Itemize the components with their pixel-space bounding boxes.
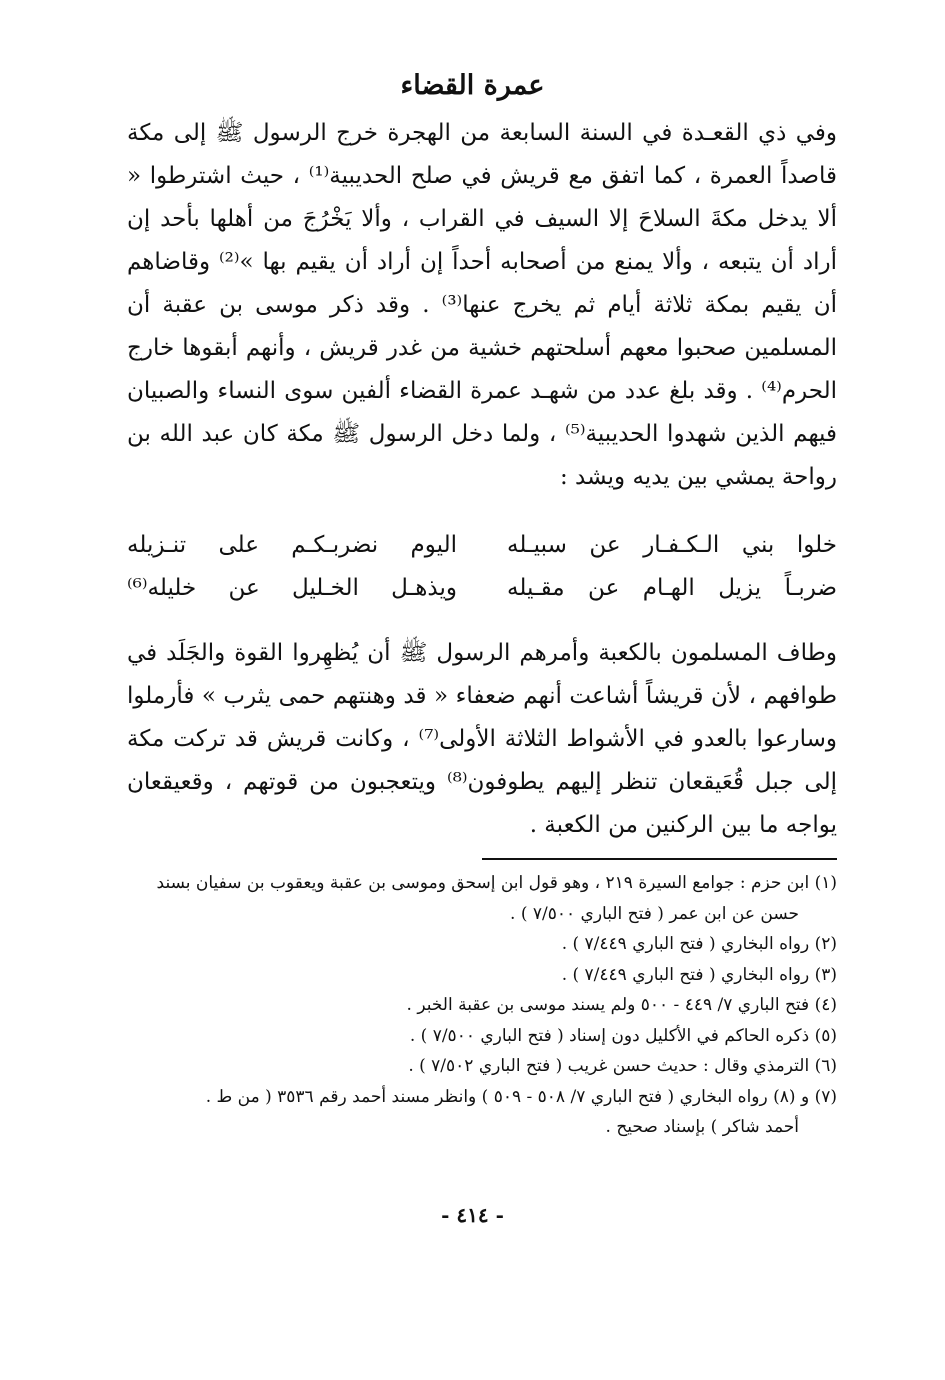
footnote-marker: (٢) — [814, 934, 837, 954]
poem-hemistich: ويذهـل الخـليل عن خليله⁽⁶⁾ — [127, 575, 457, 601]
footnote-continuation: حسن عن ابن عمر ( فتح الباري ٧/٥٠٠ ) . — [510, 903, 799, 924]
poem-verse-2 — [127, 567, 837, 610]
page-number: - ٤١٤ - — [441, 1203, 504, 1227]
footnote-marker: (٥) — [814, 1025, 837, 1046]
footnote-text: ابن حزم : جوامع السيرة ٢١٩ ، وهو قول ابن إسحق وموسى بن عقبة ويعقوب بن سفيان بسند — [156, 873, 810, 893]
body-paragraph-2: وطاف المسلمون بالكعبة وأمرهم الرسول ﷺ أن يُظهِروا القوة والجَلَد في طوافهم ، لأن قريشاً أشاعت أنهم ضعفاء « قد وهنتهم حمى يثرب » فأرملوا وسارعوا بالعدو في الأشواط الثلاثة الأولى⁽⁷⁾ ، وكانت قريش قد تركت مكة إلى جبل قُعَيقعان تنظر إليهم يطوفون⁽⁸⁾ ويتعجبون من قوتهم ، وقعيقعان يواجه ما بين الركنين من الكعبة . — [127, 640, 838, 838]
footnote-4 — [117, 990, 837, 1021]
footnote-marker: (٧) و (٨) — [773, 1086, 837, 1107]
footnote-text: رواه البخاري ( فتح الباري ٧/٤٤٩ ) . — [561, 964, 810, 985]
footnote-text: رواه البخاري ( فتح الباري ٧/٤٤٩ ) . — [561, 934, 810, 954]
footnote-marker: (٦) — [814, 1056, 837, 1076]
footnote-3 — [117, 960, 837, 991]
body-paragraph-1: وفي ذي القعـدة في السنة السابعة من الهجرة خرج الرسول ﷺ إلى مكة قاصداً العمرة ، كما اتفق مع قريش في صلح الحديبية⁽¹⁾ ، حيث اشترطوا « ألا يدخل مكةَ السلاحَ إلا السيف في القراب ، وألا يَخْرُجَ من أهلها بأحد إن أراد أن يتبعه ، وألا يمنع من أصحابه أحداً إن أراد أن يقيم بها »⁽²⁾ وقاضاهم أن يقيم بمكة ثلاثة أيام ثم يخرج عنها⁽³⁾ . وقد ذكر موسى بن عقبة أن المسلمين صحبوا معهم أسلحتهم خشية من غدر قريش ، وأنهم أبقوها خارج الحرم⁽⁴⁾ . وقد بلغ عدد من شهـد عمرة القضاء ألفين سوى النساء والصبيان فيهم الذين شهدوا الحديبية⁽⁵⁾ ، ولما دخل الرسول ﷺ مكة كان عبد الله بن رواحة يمشي بين يديه ويشد : — [127, 120, 837, 490]
footnote-marker: (٣) — [814, 964, 837, 985]
footnotes-list — [117, 868, 837, 1143]
footnote-divider — [482, 858, 837, 860]
footnote-6 — [117, 1051, 837, 1082]
footnote-text: فتح الباري ٧/ ٤٤٩ - ٥٠٠ ولم يسند موسى بن عقبة الخبر . — [406, 995, 810, 1015]
footnote-marker: (٤) — [814, 995, 837, 1015]
poem-verse-1 — [127, 524, 837, 567]
poem-hemistich: خلوا بني الـكـفـار عن سبيـله — [507, 532, 837, 558]
footnote-text: ذكره الحاكم في الأكليل دون إسناد ( فتح الباري ٧/٥٠٠ ) . — [409, 1025, 810, 1046]
footnote-text: الترمذي وقال : حديث حسن غريب ( فتح الباري ٧/٥٠٢ ) . — [408, 1056, 810, 1076]
footnote-1 — [117, 868, 837, 929]
page-heading: عمرة القضاء — [400, 70, 545, 101]
poem-hemistich: ضربـاً يزيل الهـام عن مقـيله — [507, 575, 837, 601]
footnote-marker: (١) — [814, 873, 837, 893]
poem — [127, 524, 837, 610]
footnote-2 — [117, 929, 837, 960]
poem-hemistich: اليوم نضربـكـم على تنـزيله — [127, 532, 457, 558]
footnote-5 — [117, 1021, 837, 1052]
footnote-7-8 — [117, 1082, 837, 1143]
footnote-text: رواه البخاري ( فتح الباري ٧/ ٥٠٨ - ٥٠٩ ) وانظر مسند أحمد رقم ٣٥٣٦ ( من ط . — [205, 1086, 768, 1107]
footnote-continuation: أحمد شاكر ) بإسناد صحيح . — [605, 1117, 799, 1137]
